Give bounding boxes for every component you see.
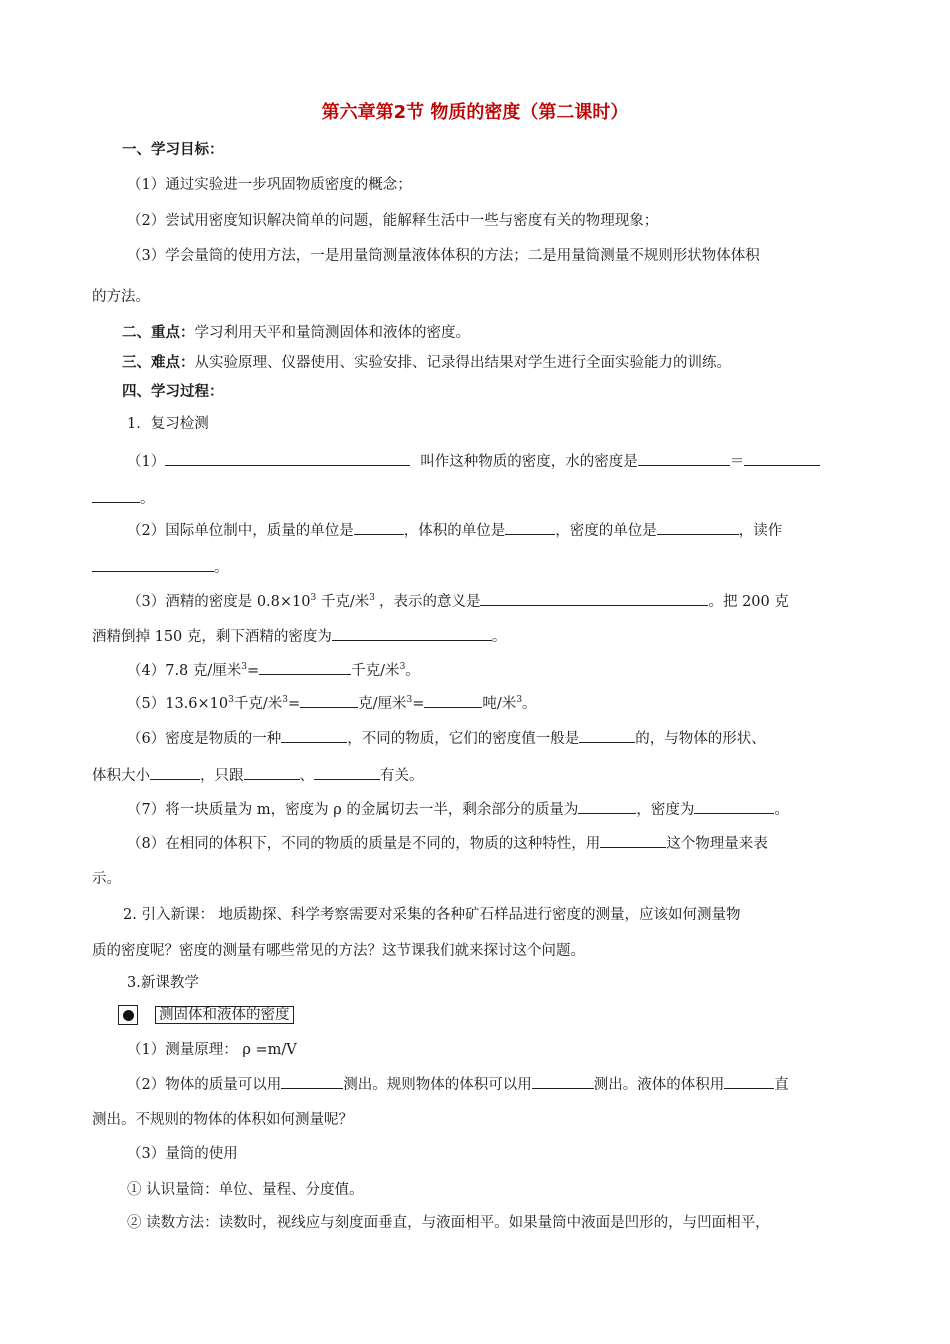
page-title: 第六章第2节 物质的密度（第二课时） — [321, 102, 629, 123]
cylinder-recognize: ① 认识量筒：单位、量程、分度值。 — [127, 1182, 364, 1198]
q1-end: 。 — [140, 491, 155, 507]
q5-equals: = — [287, 696, 301, 712]
q6-text-d: 体积大小 — [92, 768, 150, 784]
question-1-cont — [92, 487, 155, 509]
q5-end: 。 — [522, 696, 537, 712]
cylinder-usage-heading: （3）量筒的使用 — [127, 1146, 238, 1162]
q4-equals: = — [247, 663, 260, 679]
q6-text-g: 有关。 — [380, 768, 424, 784]
answer-blank[interactable] — [314, 764, 380, 780]
answer-blank[interactable] — [281, 1073, 343, 1089]
answer-blank[interactable] — [332, 625, 492, 641]
mass-volume-line — [127, 1073, 789, 1095]
principle: （1）测量原理： ρ =m/V — [127, 1042, 297, 1058]
answer-blank[interactable] — [694, 798, 774, 814]
q3-text-a: （3）酒精的密度是 0.8×10 — [127, 594, 311, 610]
answer-blank[interactable] — [300, 692, 358, 708]
mass-volume-cont: 测出。不规则的物体的体积如何测量呢？ — [92, 1112, 353, 1128]
q5-unit-a: 千克/米 — [233, 696, 283, 712]
q6-text-f: 、 — [299, 768, 314, 784]
goal-1: （1）通过实验进一步巩固物质密度的概念； — [127, 177, 412, 193]
question-2 — [127, 519, 782, 541]
difficulty-heading: 三、难点： — [122, 355, 195, 371]
answer-blank[interactable] — [578, 798, 636, 814]
q4-unit: 千克/米 — [351, 663, 400, 679]
question-6-cont — [92, 764, 424, 786]
review-heading: 1．复习检测 — [127, 416, 209, 432]
q6-text-a: （6）密度是物质的一种 — [127, 731, 282, 747]
goal-3-cont: 的方法。 — [92, 289, 150, 305]
key-point — [122, 323, 470, 343]
exponent: 3 — [369, 593, 375, 603]
answer-blank[interactable] — [92, 556, 214, 572]
q4-text-a: （4）7.8 克/厘米 — [127, 663, 242, 679]
q7-end: 。 — [774, 802, 789, 818]
boxed-topic-text: 测固体和液体的密度 — [155, 1006, 294, 1024]
q3-end: 。 — [491, 629, 507, 645]
question-2-cont — [92, 556, 229, 578]
answer-blank[interactable] — [744, 450, 820, 466]
q2-text-a: （2）国际单位制中，质量的单位是 — [127, 523, 354, 539]
section-heading-goals: 一、学习目标： — [122, 142, 224, 158]
q6-text-c: 的，与物体的形状、 — [635, 731, 766, 747]
q5-text-a: （5）13.6×10 — [127, 696, 229, 712]
question-3 — [127, 590, 789, 612]
q3-text-d: 。把 200 克 — [708, 594, 789, 610]
answer-blank[interactable] — [244, 764, 300, 780]
goal-3: （3）学会量筒的使用方法，一是用量筒测量液体体积的方法；二是用量筒测量不规则形状物体体积 — [127, 248, 760, 264]
q6-text-b: ，不同的物质，它们的密度值一般是 — [347, 731, 580, 747]
q2-text-c: ，密度的单位是 — [555, 523, 657, 539]
q7-text-a: （7）将一块质量为 m，密度为 ρ 的金属切去一半，剩余部分的质量为 — [127, 802, 579, 818]
intro-line-2: 质的密度呢？密度的测量有哪些常见的方法？这节课我们就来探讨这个问题。 — [92, 943, 585, 959]
p2-text-b: 测出。规则物体的体积可以用 — [343, 1077, 532, 1093]
exponent: 3 — [228, 695, 234, 705]
q2-text-b: ，体积的单位是 — [403, 523, 506, 539]
difficulty — [122, 353, 731, 373]
new-lesson-heading: 3.新课教学 — [127, 975, 199, 991]
goal-2: （2）尝试用密度知识解决简单的问题，能解释生活中一些与密度有关的物理现象； — [127, 213, 659, 229]
boxed-topic — [155, 1005, 294, 1025]
q5-unit-c: 吨/米 — [482, 696, 517, 712]
q8-text-a: （8）在相同的体积下，不同的物质的质量是不同的，物质的这种特性，用 — [127, 836, 601, 852]
difficulty-text: 从实验原理、仪器使用、实验安排、记录得出结果对学生进行全面实验能力的训练。 — [194, 355, 731, 371]
answer-blank[interactable] — [579, 727, 635, 743]
question-4 — [127, 659, 420, 681]
exponent: 3 — [282, 695, 288, 705]
exponent: 3 — [241, 662, 248, 672]
q4-end: 。 — [405, 663, 420, 679]
q6-text-e: ，只跟 — [200, 768, 244, 784]
q5-equals: = — [412, 696, 425, 712]
question-8 — [127, 832, 768, 854]
q3-text-e: 酒精倒掉 150 克，剩下酒精的密度为 — [92, 629, 332, 645]
section-heading-process: 四、学习过程： — [122, 384, 224, 400]
answer-blank[interactable] — [165, 450, 410, 466]
q3-text-c: ，表示的意义是 — [378, 594, 481, 610]
question-3-cont — [92, 625, 506, 647]
answer-blank[interactable] — [150, 764, 200, 780]
answer-blank[interactable] — [532, 1073, 594, 1089]
exponent: 3 — [310, 593, 317, 603]
answer-blank[interactable] — [638, 450, 730, 466]
intro-line-1: 2. 引入新课： 地质勘探、科学考察需要对采集的各种矿石样品进行密度的测量，应该如何测量物 — [123, 907, 741, 923]
question-8-cont: 示。 — [92, 871, 121, 887]
answer-blank[interactable] — [505, 519, 555, 535]
p2-text-d: 直 — [774, 1077, 789, 1093]
p2-text-a: （2）物体的质量可以用 — [127, 1077, 282, 1093]
answer-blank[interactable] — [724, 1073, 774, 1089]
answer-blank[interactable] — [600, 832, 666, 848]
key-point-heading: 二、重点： — [122, 325, 195, 341]
q1-equals: ＝ — [729, 454, 745, 470]
answer-blank[interactable] — [657, 519, 739, 535]
question-5 — [127, 692, 537, 714]
q1-label: （1） — [127, 454, 166, 470]
question-6 — [127, 727, 766, 749]
q7-text-b: ，密度为 — [636, 802, 695, 818]
answer-blank[interactable] — [354, 519, 404, 535]
q1-text: 叫作这种物质的密度，水的密度是 — [420, 454, 638, 470]
q2-end: 。 — [214, 560, 229, 576]
question-1 — [127, 450, 820, 472]
cylinder-reading: ② 读数方法：读数时，视线应与刻度面垂直，与液面相平。如果量筒中液面是凹形的，与凹面相平， — [127, 1215, 770, 1231]
q8-text-b: 这个物理量来表 — [666, 836, 768, 852]
bullet-icon — [123, 1010, 134, 1021]
answer-blank[interactable] — [92, 487, 140, 503]
answer-blank[interactable] — [480, 590, 708, 606]
key-point-text: 学习利用天平和量筒测固体和液体的密度。 — [194, 325, 470, 341]
answer-blank[interactable] — [259, 659, 351, 675]
bullet-box — [118, 1005, 138, 1025]
q2-text-d: ，读作 — [738, 523, 783, 539]
answer-blank[interactable] — [281, 727, 347, 743]
answer-blank[interactable] — [424, 692, 482, 708]
q3-text-b: 千克/米 — [316, 594, 370, 610]
question-7 — [127, 798, 789, 820]
p2-text-c: 测出。液体的体积用 — [593, 1077, 725, 1093]
exponent: 3 — [516, 695, 523, 705]
exponent: 3 — [399, 662, 406, 672]
q5-unit-b: 克/厘米 — [358, 696, 407, 712]
exponent: 3 — [406, 695, 413, 705]
